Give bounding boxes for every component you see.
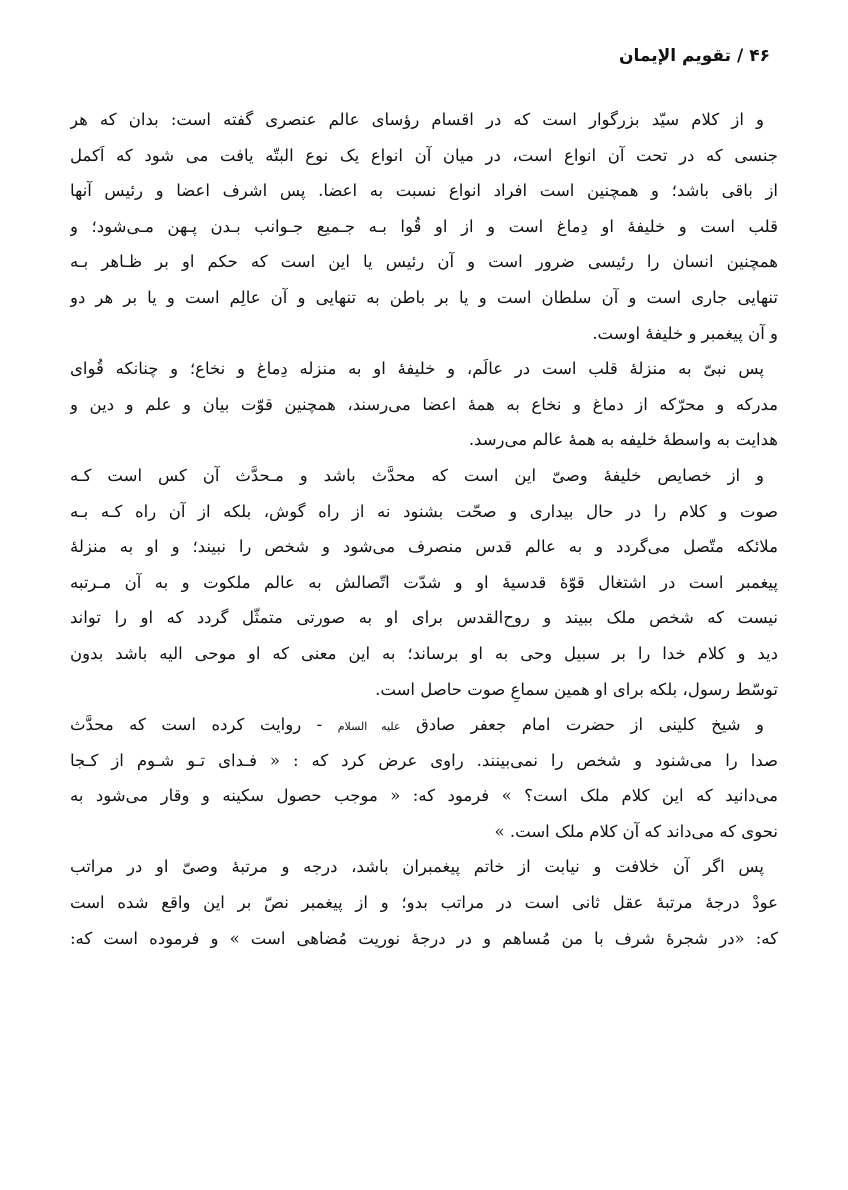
text-line: توسّط رسول، بلکه برای او همین سماعِ صوت حاصل است. xyxy=(375,679,778,699)
text-line: ملائکه متّصل می‌گردد و به عالم قدس منصرف می‌شود و شخص را نبیند؛ و او به منزلهٔ xyxy=(70,537,778,557)
text-line: همچنین انسان را رئیسی ضرور است و آن رئیس یا این است که حکم او بر ظـاهر بـه xyxy=(70,252,778,272)
text-line: قلب است و خلیفهٔ او دِماغ است و از او قُوا بـه جـمیع جـوانب بـدن پـهن مـی‌شود؛ و xyxy=(70,216,778,236)
text-line: و آن پیغمبر و خلیفهٔ اوست. xyxy=(592,323,778,343)
text-line: می‌دانید که این کلام ملک است؟ » فرمود که: « موجب حصول سکینه و وقار می‌شود به xyxy=(70,786,778,806)
paragraph-3 xyxy=(70,458,778,707)
honorific-note: علیه السلام xyxy=(337,720,401,734)
text-line: دید و کلام خدا را بر سبیل وحی به او برساند؛ به این معنی که او موحی الیه باشد بدون xyxy=(70,643,778,663)
text-line: هدایت به واسطهٔ خلیفه به همهٔ عالم می‌رسد. xyxy=(468,430,778,450)
header-separator: / xyxy=(737,46,744,66)
text-line: تنهایی جاری است و آن سلطان است و یا بر باطن به تنهایی و آن عالِم است و یا بر هر دو xyxy=(70,287,778,307)
page-number: ۴۶ xyxy=(749,46,770,66)
text-line: پیغمبر است در اشتغال قوّهٔ قدسیهٔ او و شدّت اتّصالش به عالم ملکوت و به آن مـرتبه xyxy=(70,572,778,592)
text-line: مدرکه و محرّکه از دماغ و نخاع به همهٔ اعضا می‌رسند، همچنین قوّت بیان و علم و دین و xyxy=(70,394,778,414)
text-line: جنسی که در تحت آن انواع است، در میان آن انواع یک نوع البتّه یافت می شود که اَکمل xyxy=(70,145,778,165)
text-line: نیست که شخص ملک ببیند و روح‌القدس برای او به صورتی متمثّل گردد که او را تواند xyxy=(70,608,778,628)
text-line: نحوی که می‌داند که آن کلام ملک است. » xyxy=(494,821,778,841)
text-line: و شیخ کلینی از حضرت امام جعفر صادق علیه السلام - روایت کرده است که محدَّث xyxy=(70,715,764,735)
body-text xyxy=(70,102,778,956)
paragraph-1 xyxy=(70,102,778,351)
text-line: و از کلام سیّد بزرگوار است که در اقسام رؤسای عالم عنصری گفته است: بدان که هر xyxy=(70,110,764,129)
book-title: تقویم الإیمان xyxy=(618,46,732,66)
text-line: صوت و کلام را در حال بیداری و صحّت بشنود نه از راه گوش، بلکه از آن راه کـه بـه xyxy=(70,501,778,521)
text-line: عودْ درجهٔ مرتبهٔ عقل ثانی است در مراتب بدو؛ و از پیغمبر نصّ بر این واقع شده است xyxy=(70,893,778,913)
paragraph-2 xyxy=(70,351,778,458)
text-line: از باقی باشد؛ و همچنین است افراد انواع نسبت به اعضا. پس اشرف اعضا و رئیس آنها xyxy=(70,181,778,201)
text-line: صدا را می‌شنود و شخص را نمی‌بینند. راوی عرض کرد که : « فـدای تـو شـوم از کـجا xyxy=(70,750,778,770)
text-line: و از خصایص خلیفهٔ وصیّ این است که محدَّث باشد و مـحدَّث آن کس است کـه xyxy=(70,465,764,485)
running-header xyxy=(619,44,770,68)
paragraph-4 xyxy=(70,707,778,849)
text-line: که: «در شجرهٔ شرف با من مُساهم و در درجهٔ نوریت مُضاهی است » و فرموده است که: xyxy=(70,928,778,948)
line-tail: روایت کرده است که محدَّث xyxy=(70,715,302,735)
text-line: پس نبیّ به منزلهٔ قلب است در عالَم، و خلیفهٔ او به منزله دِماغ و نخاع؛ و چنانکه قُوای xyxy=(70,359,764,379)
line-lead: و شیخ کلینی از حضرت امام جعفر صادق xyxy=(416,715,764,735)
paragraph-5 xyxy=(70,849,778,956)
text-line: پس اگر آن خلافت و نیابت از خاتم پیغمبران باشد، درجه و مرتبهٔ وصیّ او در مراتب xyxy=(70,857,764,877)
